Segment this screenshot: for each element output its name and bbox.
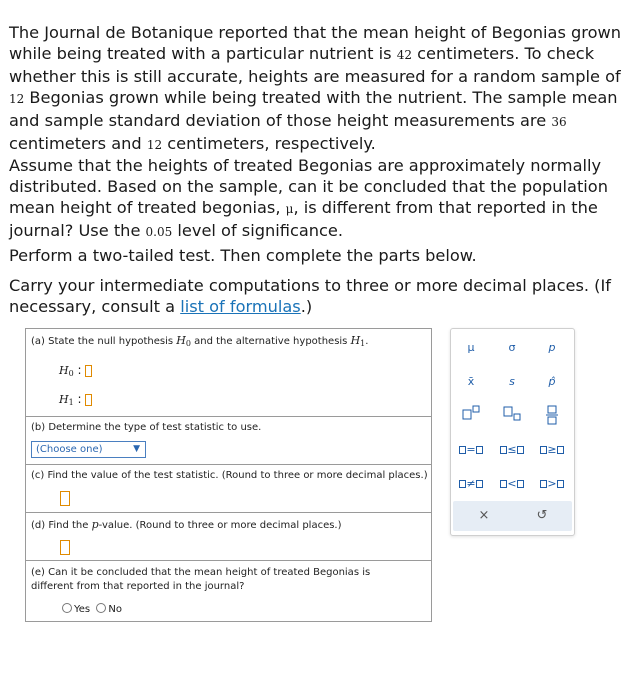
test-statistic-type-select[interactable] <box>31 441 146 458</box>
no-option[interactable] <box>96 604 122 615</box>
p-value-input[interactable] <box>60 540 70 555</box>
box-icon <box>476 446 483 454</box>
h1-input[interactable] <box>85 394 92 406</box>
part-e-section <box>26 561 431 621</box>
s-key[interactable]: s <box>509 375 515 388</box>
part-a-label: (a) <box>31 336 45 347</box>
problem-paragraph-2 <box>9 155 621 243</box>
part-a-text-2: and the alternative hypothesis <box>190 336 351 347</box>
subscript-icon <box>502 405 522 421</box>
clear-button[interactable]: × <box>478 508 490 523</box>
problem-paragraph-1 <box>9 22 621 156</box>
p-symbol: p <box>91 518 99 531</box>
alpha-value: 0.05 <box>145 225 173 239</box>
equals-symbol: = <box>466 443 476 456</box>
phat-key[interactable]: p̂ <box>548 375 556 388</box>
h1-colon: : <box>77 392 82 406</box>
fraction-key[interactable] <box>535 405 569 427</box>
fraction-icon <box>544 405 560 425</box>
mu-symbol: μ <box>285 202 294 216</box>
h0-label <box>59 364 74 377</box>
p1-text-c: Begonias grown while being treated with the nutrient. The sample mean and sample standard deviation of those height measurements are <box>9 88 618 130</box>
part-c-section <box>26 465 431 513</box>
formulas-link[interactable]: list of formulas <box>180 297 301 316</box>
ge-key[interactable] <box>535 439 569 461</box>
p1-text-d: centimeters and <box>9 134 147 153</box>
problem-paragraph-4 <box>9 275 621 317</box>
box-icon <box>476 480 483 488</box>
gt-symbol: > <box>547 477 557 490</box>
part-d-text-1: (d) Find the <box>31 520 92 531</box>
gt-key[interactable] <box>535 473 569 495</box>
mu0-value: 42 <box>396 48 412 62</box>
h1-letter: H <box>350 334 361 347</box>
h0-symbol <box>176 334 191 347</box>
no-radio[interactable] <box>96 603 106 613</box>
box-icon <box>557 446 564 454</box>
box-icon <box>517 446 524 454</box>
yes-option[interactable] <box>62 604 90 615</box>
lt-key[interactable] <box>495 473 529 495</box>
part-d-question <box>31 518 342 533</box>
p2-text-a: Assume that the heights of treated Begonias are approximately normally distributed. Based on the sample, can it be concluded that the population mean height of treated begonias, <box>9 156 608 217</box>
h0-row-subscript: 0 <box>68 369 74 378</box>
symbol-palette <box>450 328 575 536</box>
superscript-key[interactable] <box>454 405 488 427</box>
p4-text-a: Carry your intermediate computations to three or more decimal places. (If necessary, consult a <box>9 276 611 316</box>
part-c-question: (c) Find the value of the test statistic. (Round to three or more decimal places.) <box>31 470 428 481</box>
box-icon <box>557 480 564 488</box>
h1-subscript: 1 <box>360 339 366 348</box>
h1-row-subscript: 1 <box>68 398 74 407</box>
p1-text-a: The Journal de Botanique reported that the mean height of Begonias grown while being treated with a particular nutrient is <box>9 23 622 63</box>
no-label: No <box>108 604 122 615</box>
answer-parts-panel <box>25 328 432 622</box>
chevron-down-icon: ▼ <box>133 444 140 454</box>
h0-letter: H <box>176 334 186 347</box>
part-a-question <box>31 334 368 351</box>
subscript-key[interactable] <box>495 405 529 427</box>
p-key[interactable]: p <box>548 341 556 354</box>
xbar-key[interactable]: x̄ <box>467 375 475 388</box>
h1-row <box>59 392 92 407</box>
p1-text-b: centimeters. To check whether this is still accurate, heights are measured for a random sample of <box>9 44 621 86</box>
problem-paragraph-3: Perform a two-tailed test. Then complete the parts below. <box>9 246 477 265</box>
part-b-question: (b) Determine the type of test statistic to use. <box>31 422 262 433</box>
sigma-key[interactable]: σ <box>508 341 516 354</box>
equals-key[interactable] <box>454 439 488 461</box>
h0-row <box>59 363 92 378</box>
select-value: (Choose one) <box>36 444 103 455</box>
h0-input[interactable] <box>85 365 92 377</box>
ne-symbol: ≠ <box>466 477 476 490</box>
h0-row-letter: H <box>59 364 69 377</box>
box-icon <box>517 480 524 488</box>
test-statistic-input[interactable] <box>60 491 70 506</box>
yes-label: Yes <box>74 604 91 615</box>
p2-text-b: , is different from that reported in the journal? Use the <box>9 198 598 240</box>
p2-text-c: level of significance. <box>172 221 344 240</box>
sample-sd-value: 12 <box>146 138 163 152</box>
h1-row-letter: H <box>59 393 69 406</box>
h1-symbol <box>350 334 369 348</box>
mu-key[interactable]: μ <box>467 341 475 354</box>
yes-no-options <box>62 603 122 615</box>
le-key[interactable] <box>495 439 529 461</box>
ne-key[interactable] <box>454 473 488 495</box>
h1-label <box>59 393 74 406</box>
superscript-icon <box>461 405 481 421</box>
ge-symbol: ≥ <box>547 443 557 456</box>
part-a-text-1: State the null hypothesis <box>44 336 177 347</box>
p4-text-b: .) <box>300 297 313 316</box>
part-a-text-3: . <box>365 336 369 347</box>
undo-button[interactable]: ↺ <box>536 508 548 523</box>
part-d-section <box>26 513 431 561</box>
part-d-text-2: -value. (Round to three or more decimal places.) <box>98 520 342 531</box>
h0-subscript: 0 <box>185 339 191 348</box>
part-a-section <box>26 329 431 417</box>
palette-footer <box>453 501 572 531</box>
lt-symbol: < <box>507 477 517 490</box>
sample-mean-value: 36 <box>551 115 567 129</box>
p1-text-e: centimeters, respectively. <box>162 134 376 153</box>
sample-size-value: 12 <box>9 92 25 106</box>
yes-radio[interactable] <box>62 603 72 613</box>
part-e-question: (e) Can it be concluded that the mean height of treated Begonias is different from that reported in the journal? <box>31 567 371 592</box>
le-symbol: ≤ <box>507 443 517 456</box>
h0-colon: : <box>77 363 82 377</box>
